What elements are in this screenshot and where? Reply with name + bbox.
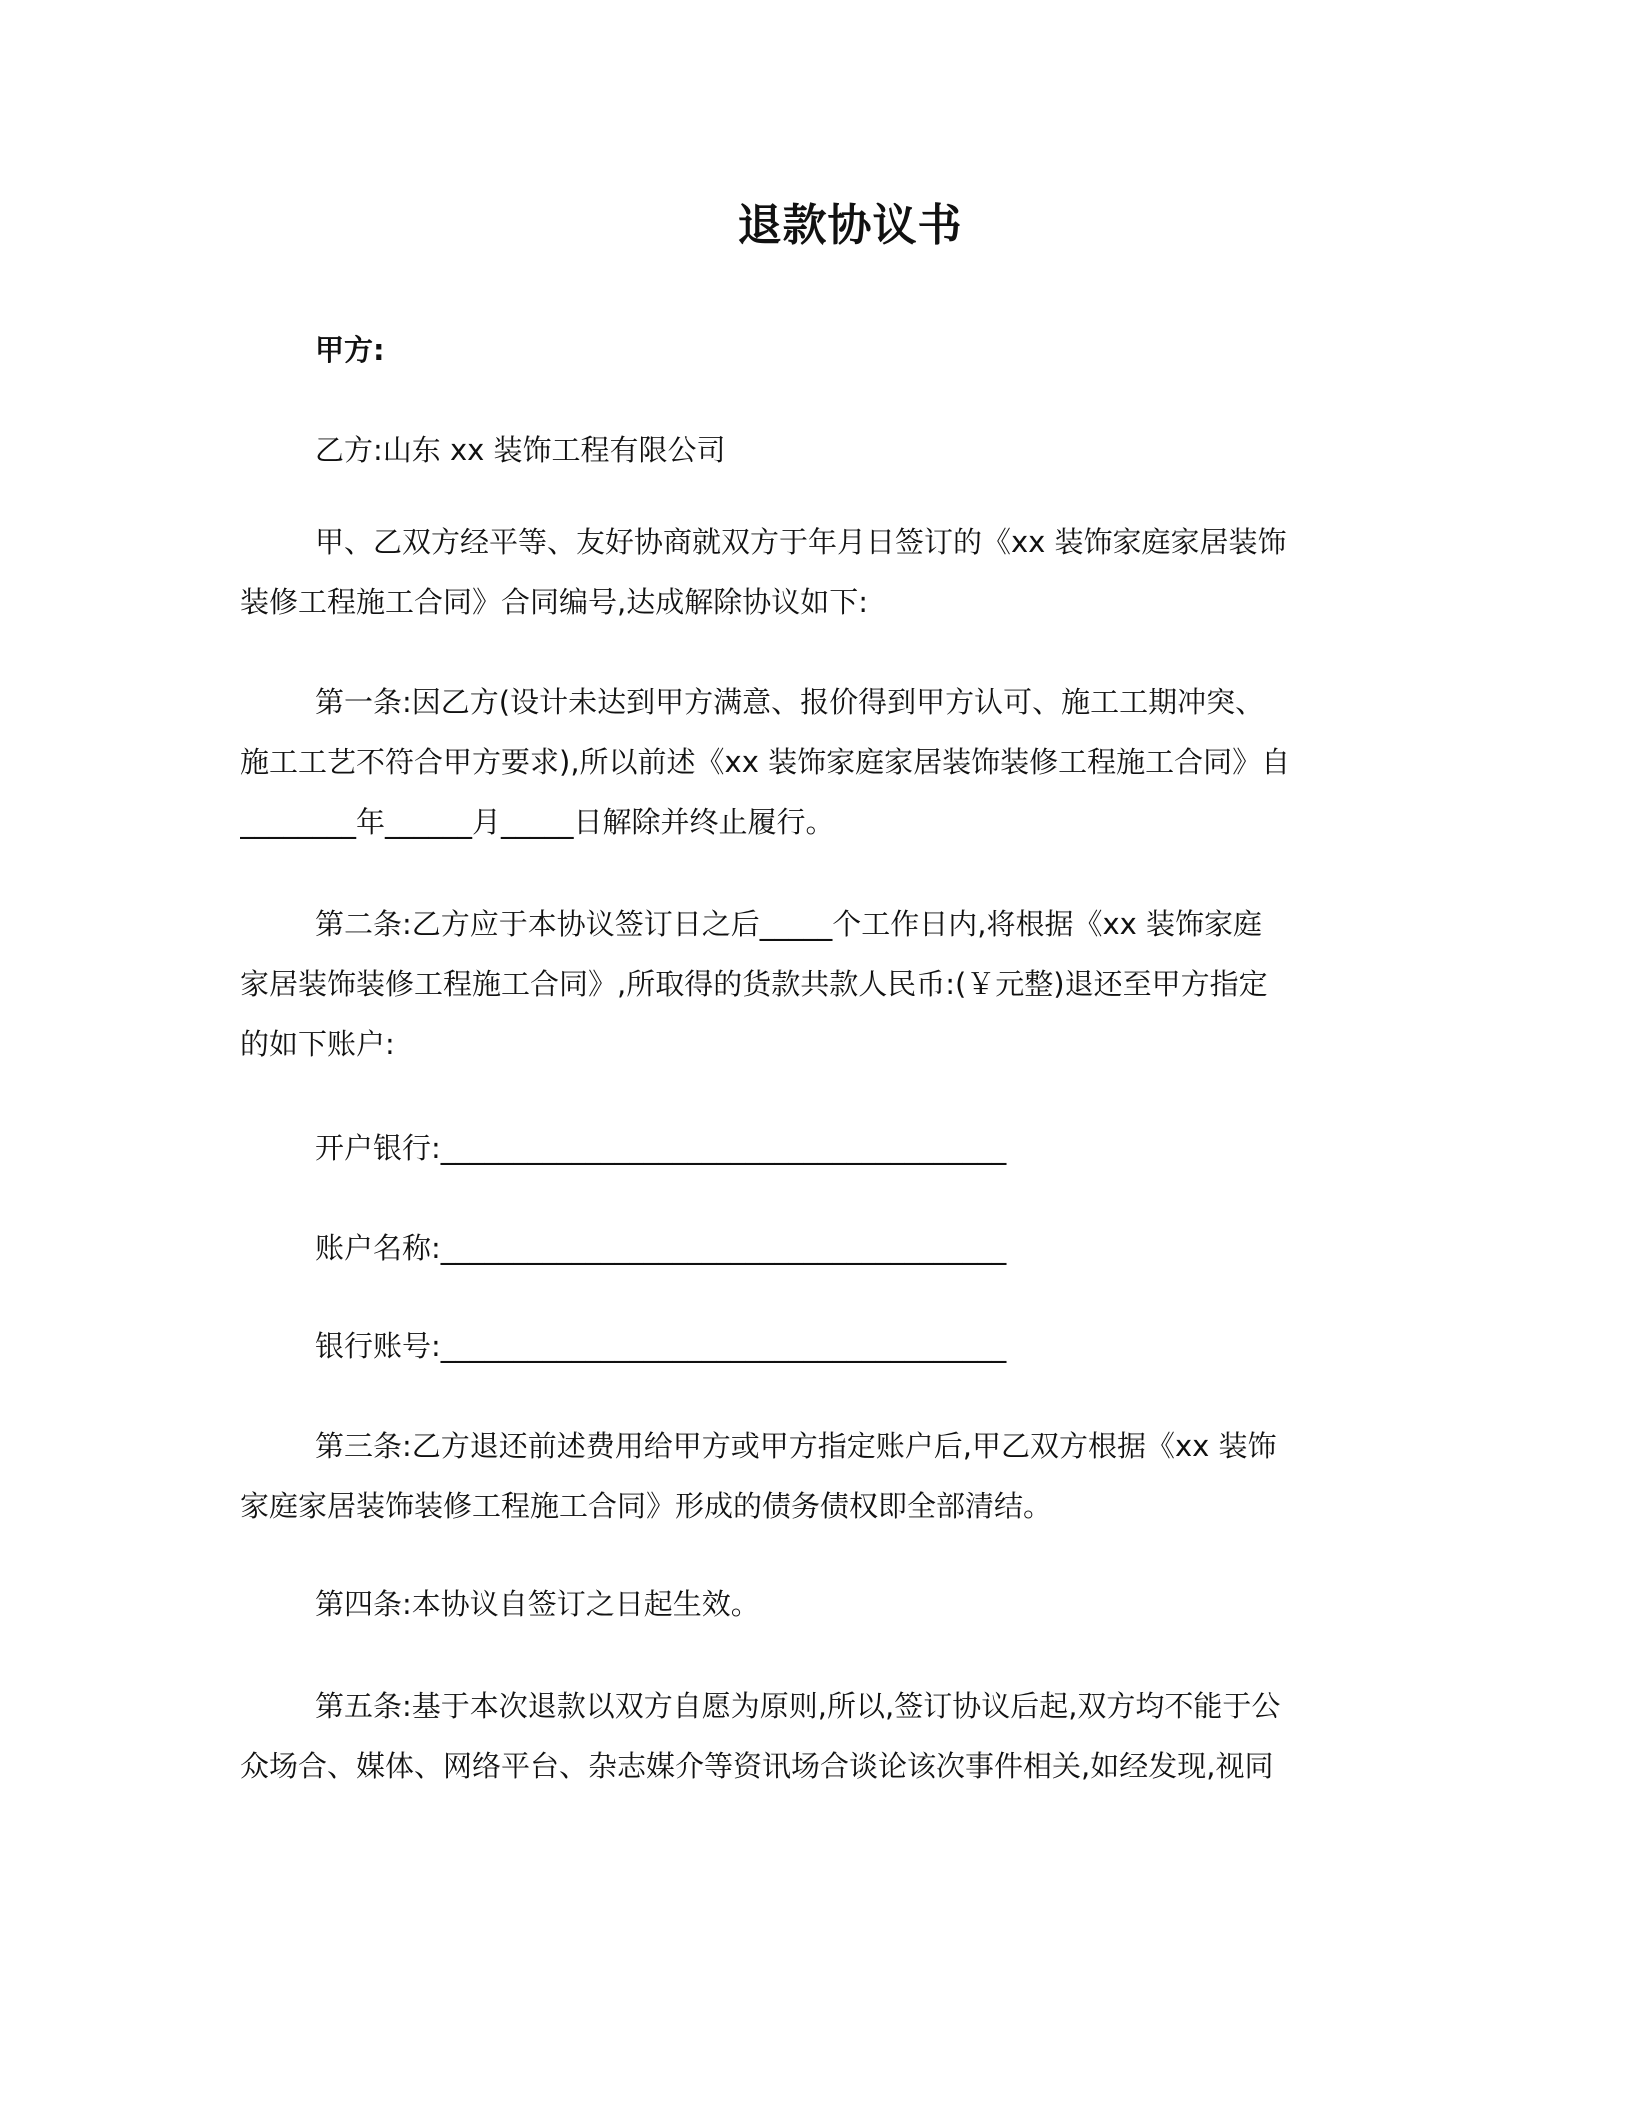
intro-line-2: 装修工程施工合同》合同编号,达成解除协议如下: <box>240 585 868 619</box>
article-4: 第四条:本协议自签订之日起生效。 <box>315 1587 760 1621</box>
intro-line-1: 甲、乙双方经平等、友好协商就双方于年月日签订的《xx 装饰家庭家居装饰 <box>315 525 1287 559</box>
account-name-field: 账户名称:_______________________________________ <box>315 1231 1007 1265</box>
article-2-line-1: 第二条:乙方应于本协议签订日之后_____个工作日内,将根据《xx 装饰家庭 <box>315 907 1263 941</box>
article-1-line-1: 第一条:因乙方(设计未达到甲方满意、报价得到甲方认可、施工工期冲突、 <box>315 685 1265 719</box>
article-3-line-1: 第三条:乙方退还前述费用给甲方或甲方指定账户后,甲乙双方根据《xx 装饰 <box>315 1429 1277 1463</box>
article-5-line-1: 第五条:基于本次退款以双方自愿为原则,所以,签订协议后起,双方均不能于公 <box>315 1689 1281 1723</box>
article-2-line-2: 家居装饰装修工程施工合同》,所取得的货款共款人民币:(￥元整)退还至甲方指定 <box>240 967 1268 1001</box>
article-2-line-3: 的如下账户: <box>240 1027 395 1061</box>
article-5-line-2: 众场合、媒体、网络平台、杂志媒介等资讯场合谈论该次事件相关,如经发现,视同 <box>240 1749 1274 1783</box>
bank-name-field: 开户银行:_______________________________________ <box>315 1131 1007 1165</box>
document-title: 退款协议书 <box>737 200 963 251</box>
party-b-line: 乙方:山东 xx 装饰工程有限公司 <box>315 433 726 467</box>
party-a-label: 甲方: <box>315 333 385 367</box>
article-3-line-2: 家庭家居装饰装修工程施工合同》形成的债务债权即全部清结。 <box>240 1489 1053 1523</box>
article-1-line-3: ________年______月_____日解除并终止履行。 <box>240 805 835 839</box>
account-number-field: 银行账号:_______________________________________ <box>315 1329 1007 1363</box>
article-1-line-2: 施工工艺不符合甲方要求),所以前述《xx 装饰家庭家居装饰装修工程施工合同》自 <box>240 745 1291 779</box>
